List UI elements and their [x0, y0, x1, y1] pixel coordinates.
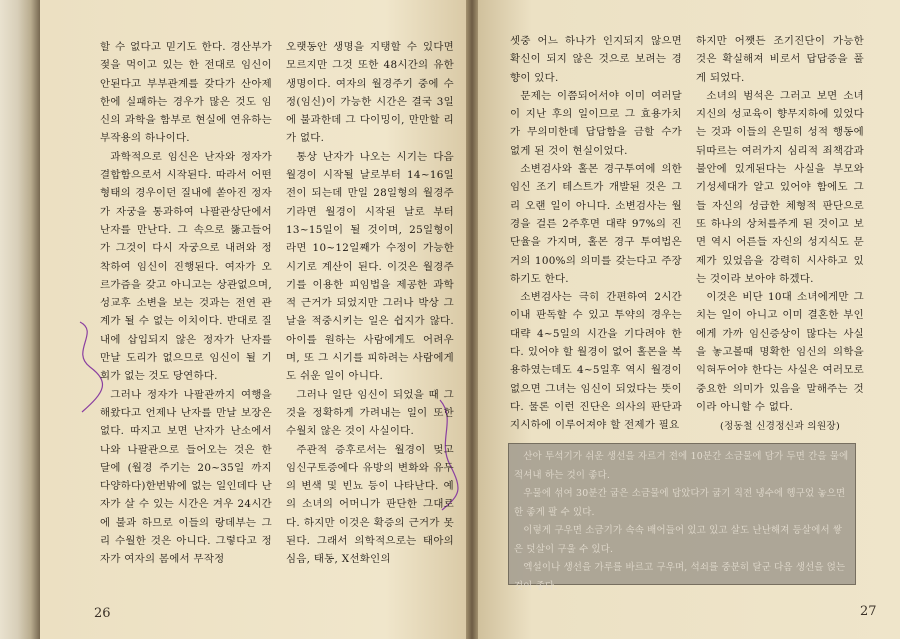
paragraph: 소변검사와 홀몬 경구투여에 의한 임신 조기 테스트가 개발된 것은 그리 오랜 일이 아니다. 소변검사는 월경을 걸른 2주후면 대략 97%의 진단율을 가지며, 홀몬 경구 투여법은 거의 100%의 의미를 갖는다고 주장하기도 한다. — [510, 163, 682, 285]
tip-box-text — [514, 448, 850, 596]
right-column-1 — [510, 32, 682, 435]
left-column-1 — [100, 38, 272, 569]
paragraph: 주관적 증후로서는 월경이 멎고 임신구토증에다 유방의 변화와 유두의 변색 및 빈뇨 등이 나타난다. 예의 소녀의 어머니가 판단한 그대로다. 하지만 이것은 확증의 근거가 못 된다. 그래서 의학적으로는 태아의 심음, 태동, X선화인의 — [286, 443, 454, 566]
paragraph: 과학적으로 임신은 난자와 정자가 결합함으로서 시작된다. 따라서 어떤 형태의 경우이던 질내에 쏟아진 정자가 자궁을 통과하여 나팔관상단에서 난자를 만난다. 그 속으로 뚫고들어가 그것이 다시 자궁으로 내려와 정착하여 임신이 진행된다. 여자가 오르가즘을 갖고 아니고는 상관없으며, 성교후 소변을 보는 것과는 전연 관계가 될 수 없는 이치이다. 반대로 질내에 삽입되지 않은 정자가 난자를 만날 도리가 없으므로 임신이 될 기회가 없는 것도 당연하다. — [100, 150, 272, 383]
tip-paragraph: 산아 투석기가 쉬운 생선을 자르거 전에 10분간 소금물에 담가 두면 간을 물에 적셔내 하는 것이 좋다. — [514, 451, 849, 481]
paragraph: 오랫동안 생명을 지탱할 수 있다면 모르지만 그것 또한 48시간의 유한 생명이다. 여자의 월경주기 중에 수정(임신)이 가능한 시간은 결국 3일에 불과한데 그 다이밍이, 만만할 리가 없다. — [286, 41, 454, 145]
paragraph: 소녀의 범석은 그러고 보면 소녀지신의 성교육이 향무지하에 있었다는 것과 이들의 은밀히 성적 행동에 뒤따르는 여러가지 심리적 죄책감과 불안에 있게된다는 사실을 부모와 기성세대가 알고 있어야 함에도 그들 자신의 성급한 체형적 판단으로 또 하나의 상처를주게 된 것이고 보면 역시 어른들 자신의 성지식도 문제가 있었음을 강력히 시사하고 있는 것이라 보아야 하겠다. — [696, 89, 864, 285]
tip-paragraph: 엑설이나 생선을 가루를 바르고 구우며, 석쇠를 중분히 달군 다음 생선을 얹는 것이 좋다. — [514, 562, 846, 592]
paragraph: 그러나 정자가 나팔관까지 여행을 해왔다고 언제나 난자를 만날 보장은 없다. 따지고 보면 난자가 난소에서 나와 나팔관으로 들어오는 것은 한 달에 (월경 주기는 20~35일 까지 다양하다)한번밖에 없는 일인데다 난자가 살 수 있는 시간은 겨우 24시간에 불과 하므로 이들의 랑데부는 그리 수월한 것은 아니다. 그렇다고 정자가 여자의 몸에서 무작정 — [100, 388, 272, 566]
page-number-right: 27 — [860, 604, 877, 619]
tip-paragraph: 우물에 섞여 30분간 굽은 소금물에 담았다가 굽기 직전 냉수에 헹구었 놓으면 한 좋게 팔 수 있다. — [514, 488, 846, 518]
left-column-2 — [286, 38, 454, 569]
book-gutter — [466, 0, 478, 639]
book-edge — [0, 0, 44, 639]
right-column-2 — [696, 32, 864, 437]
tip-paragraph: 이렇게 구우면 소금기가 속속 배어들어 있고 있고 살도 난난해져 등살에서 쌓은 덧살이 구울 수 있다. — [514, 525, 843, 555]
paragraph: 셋중 어느 하나가 인지되지 않으면 확신이 되지 않은 것으로 보려는 경향이 있다. — [510, 35, 682, 84]
paragraph: 그러나 일단 임신이 되었을 때 그것을 정확하게 가려내는 일이 또한 수월치 않은 것이 사실이다. — [286, 388, 454, 438]
page-number-left: 26 — [94, 606, 111, 621]
author-byline: (정동철 신경정신과 의원장) — [719, 421, 841, 433]
paragraph: 소변검사는 극히 간편하여 2시간 이내 판독할 수 있고 투약의 경우는 대략 4~5일의 시간을 기다려야 한다. 있어야 할 월경이 없어 홀몬을 복용하였는데도 4~5일후 역시 월경이 없으면 그녀는 임신이 되었다는 뜻이다. 물론 이런 진단은 의사의 판단과 지시하에 이루어져야 할 전제가 필요 — [510, 291, 682, 432]
paragraph: 하지만 어쨋든 조기진단이 가능한 것은 확실해져 비로서 답답증을 풀게 되었다. — [696, 35, 864, 84]
paragraph: 이것은 비단 10대 소녀에게만 그치는 일이 아니고 이미 결혼한 부인에게 가까 임신증상이 많다는 사실을 놓고볼때 명확한 임신의 의학을 익혀두어야 한다는 사실은 여러모로 중요한 의미가 있음을 말해주는 것이라 아니할 수 없다. — [696, 291, 864, 413]
paragraph: 문제는 이쯤되어서야 이미 여러달이 지난 후의 일이므로 그 효용가치가 무의미한데 답답함을 금할 수가 없게 된 것이 현실이었다. — [510, 89, 682, 157]
paragraph: 통상 난자가 나오는 시기는 다음 월경이 시작될 날로부터 14~16일 전이 되는데 만일 28일형의 월경주기라면 월경이 시작된 날로 부터 13~15일이 될 것이며, 25일형이라면 10~12일째가 수정이 가능한 시기로 계산이 된다. 이것은 월경주기를 이용한 피임법을 제공한 과학적 근거가 되었지만 그러나 박상 그 날을 적중시키는 일은 쉽지가 않다. 아이를 원하는 사람에게도 어려우며, 또 그 시기를 피하려는 사람에게도 쉬운 일이 아니다. — [286, 150, 454, 383]
paragraph: 할 수 없다고 믿기도 한다. 경산부가 젖을 먹이고 있는 한 전대로 임신이 안된다고 부부관계를 갖다가 산아제한에 실패하는 경우가 많은 것도 임신의 과학을 함부로 현실에 연유하는 부작용의 하나이다. — [100, 41, 272, 145]
